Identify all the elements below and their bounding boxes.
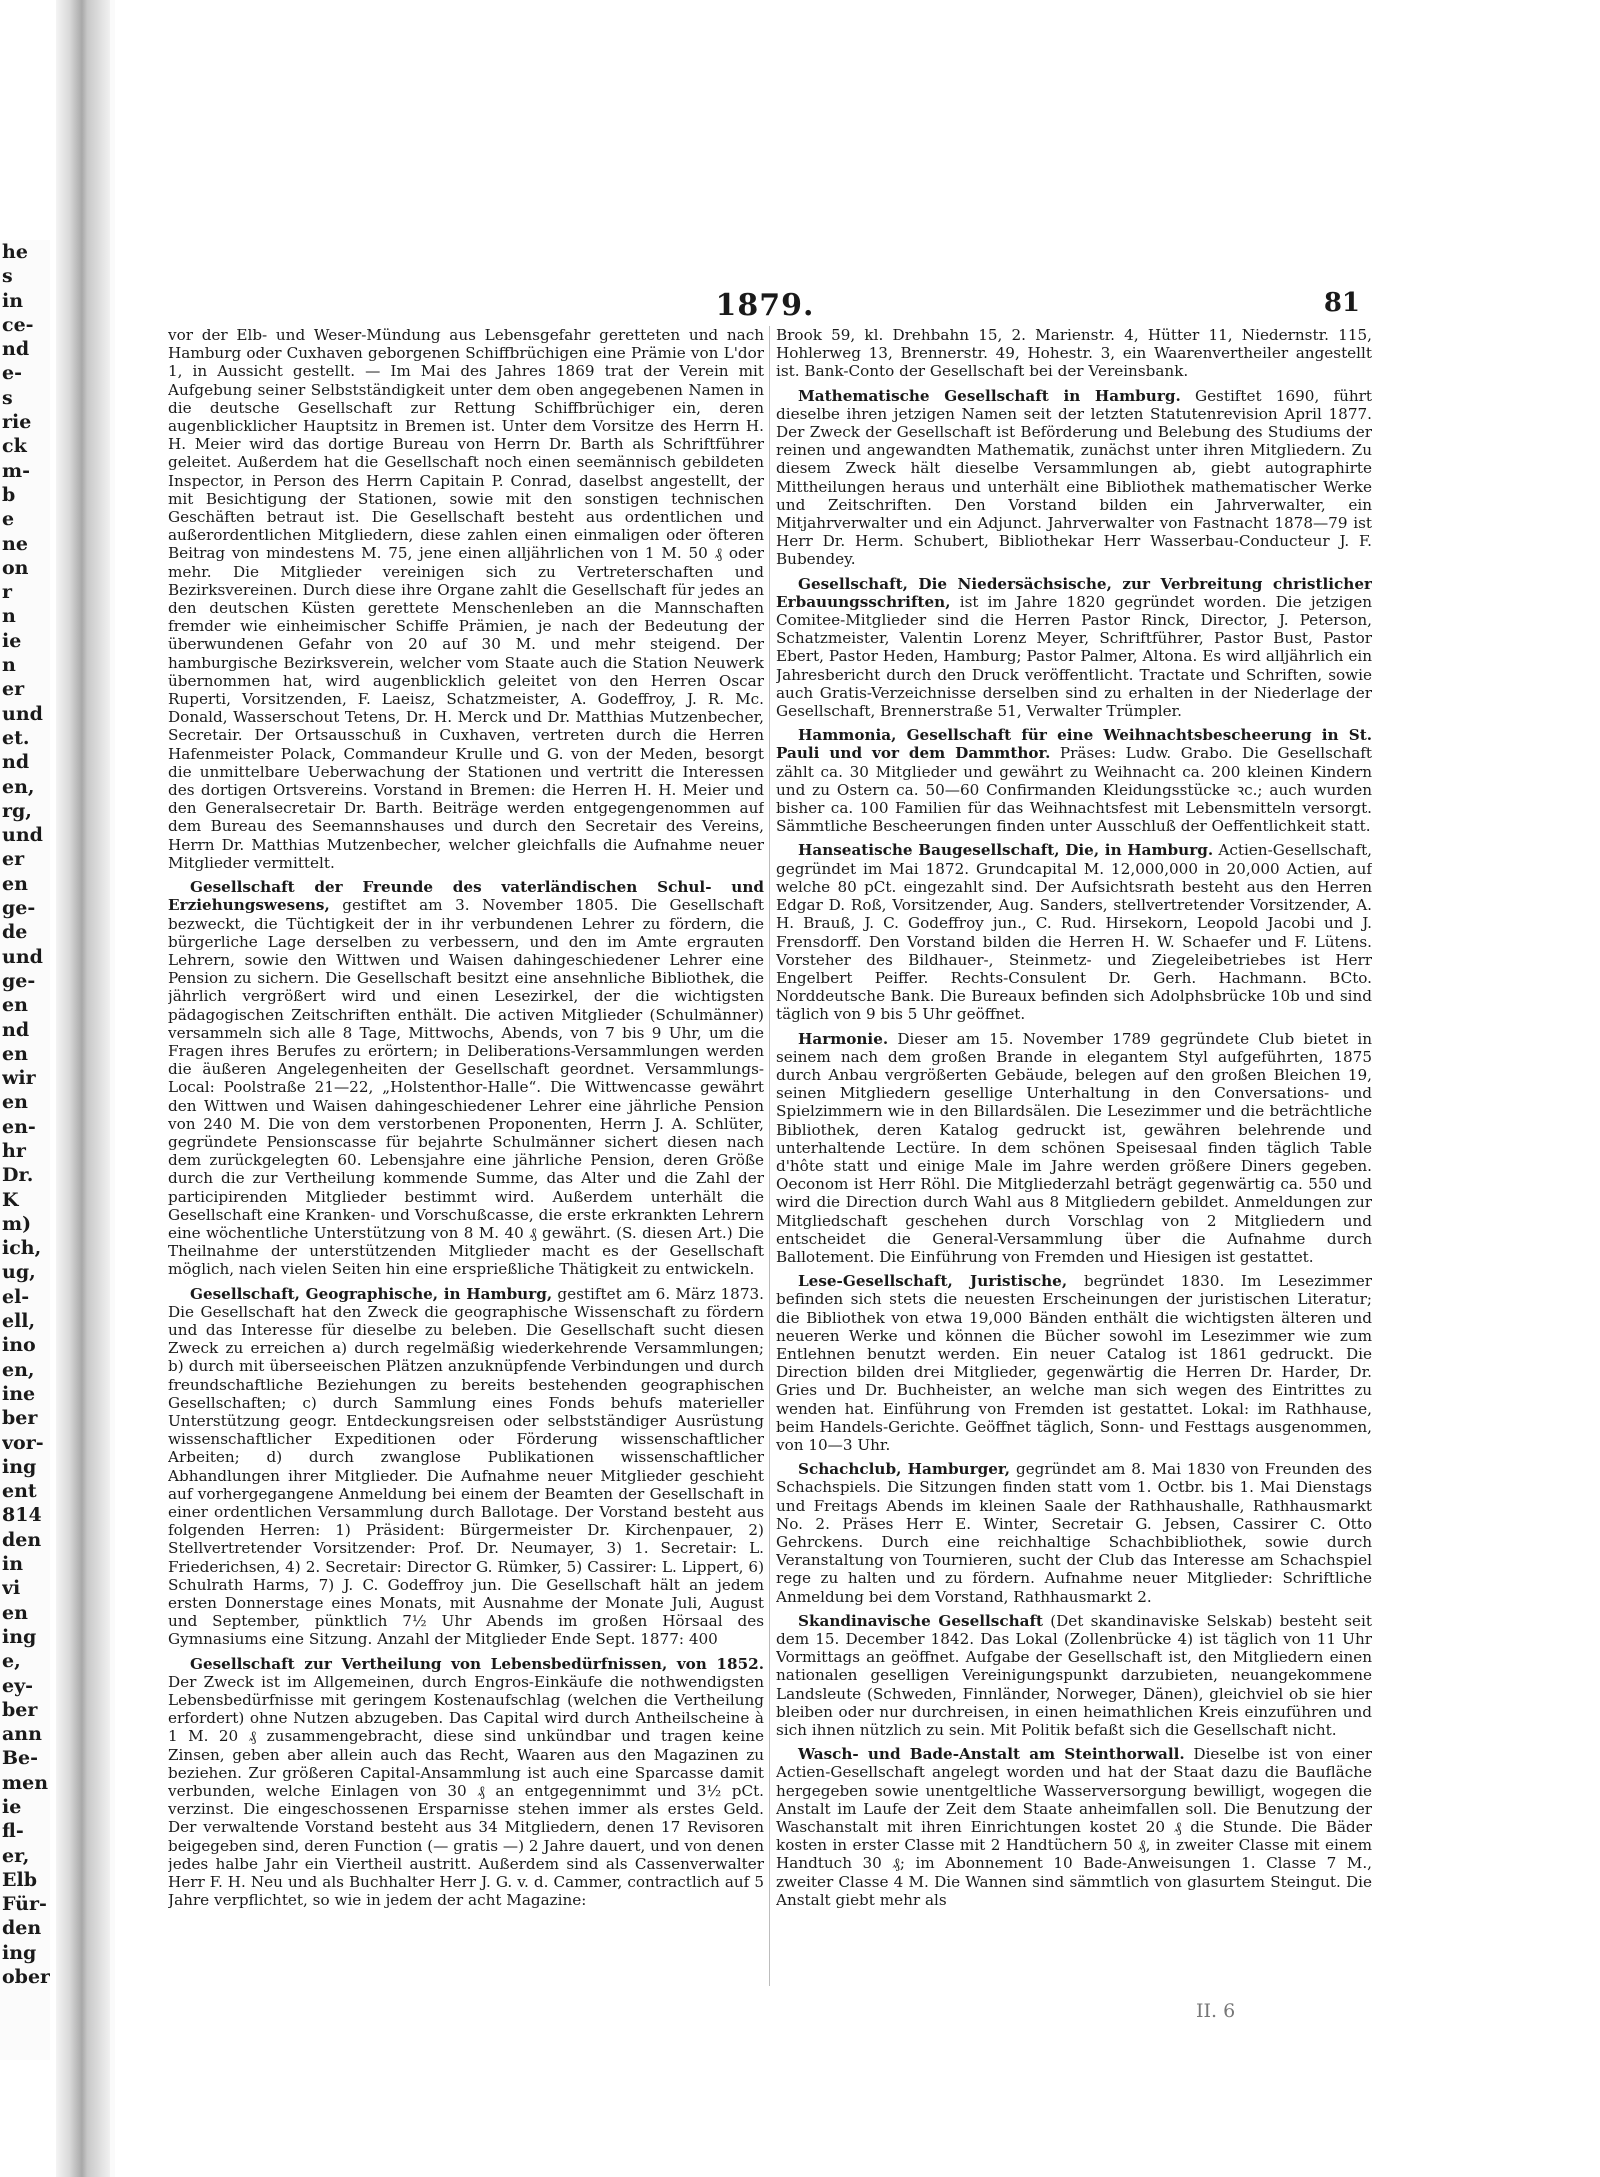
fragment-line: Elb (2, 1868, 37, 1891)
fragment-line: rie (2, 411, 32, 434)
entry-text: gestiftet am 3. November 1805. Die Gesellschaft bezweckt, die Tüchtigkeit der in ihr verbundenen Lehrer zu fördern, die bürgerliche Lage derselben zu verbessern, und den im Amte ergrauten Lehrern, sowie den Wittwen und Waisen dahingeschiedener Lehrer eine Pension zu sichern. Die Gesellschaft besitzt eine ansehnliche Bibliothek, die jährlich vergrößert wird und einen Lesezirkel, der die wichtigsten pädagogischen Zeitschriften enthält. Die activen Mitglieder (Schulmänner) versammeln sich alle 8 Tage, Mittwochs, Abends, von 7 bis 9 Uhr, um die Fragen ihres Berufes zu erörtern; in Deliberations-Versammlungen werden die äußeren Angelegenheiten der Gesellschaft geordnet. Versammlungs-Local: Poolstraße 21—22, „Holstenthor-Halle“. Die Wittwencasse gewährt den Wittwen und Waisen dahingeschiedener Lehrer eine jährliche Pension von 240 M. Die von dem verstorbenen Proponenten, Herrn J. A. Schlüter, gegründete Pensionscasse für bejahrte Schulmänner sichert diesen nach dem zurückgelegten 60. Lebensjahre eine jährliche Pension, deren Größe durch die zur Vertheilung kommende Summe, das Alter und die Zahl der participirenden Mitglieder bestimmt wird. Außerdem unterhält die Gesellschaft eine Kranken- und Vorschußcasse, die erste erkrankten Lehrern eine wöchentliche Unterstützung von 8 M. 40 ₰ gewährt. (S. diesen Art.) Die Theilnahme der unterstützenden Mitglieder macht es der Gesellschaft möglich, nach vielen Seiten hin eine ersprießliche Thätigkeit zu entwickeln. (168, 896, 764, 1279)
fragment-line: en- (2, 1115, 36, 1138)
page-edge (110, 0, 115, 2177)
directory-entry (776, 1745, 1372, 1909)
fragment-line: men (2, 1771, 49, 1794)
entry-heading: Skandinavische Gesellschaft (798, 1611, 1044, 1630)
directory-entry (776, 387, 1372, 569)
fragment-line: e, (2, 1650, 21, 1673)
fragment-line: en (2, 872, 28, 895)
entry-heading: Lese-Gesellschaft, Juristische, (798, 1272, 1068, 1291)
entry-heading: Mathematische Gesellschaft in Hamburg. (798, 386, 1181, 405)
fragment-line: nd (2, 1018, 30, 1041)
fragment-line: el- (2, 1285, 30, 1308)
fragment-line: Dr. (2, 1164, 34, 1187)
column-divider (769, 326, 770, 1986)
right-column (776, 326, 1372, 1998)
fragment-line: ent (2, 1480, 37, 1503)
fragment-line: er (2, 678, 25, 701)
left-column (168, 326, 764, 1998)
fragment-line: und (2, 824, 43, 847)
fragment-line: r (2, 581, 13, 604)
entry-heading: Hanseatische Baugesellschaft, Die, in Hamburg. (798, 841, 1214, 860)
fragment-line: he (2, 241, 28, 263)
fragment-line: nd (2, 338, 30, 361)
entry-text: Brook 59, kl. Drehbahn 15, 2. Marienstr. 4, Hütter 11, Niedernstr. 115, Hohlerweg 13, Brennerstr. 49, Hohestr. 3, ein Waarenvertheiler angestellt ist. Bank-Conto der Gesellschaft bei der Vereinsbank. (776, 326, 1372, 381)
page-number: 81 (1323, 288, 1360, 318)
fragment-line: en (2, 1091, 28, 1114)
entry-text: gestiftet am 6. März 1873. Die Gesellschaft hat den Zweck die geographische Wissenschaft zu fördern und das Interesse für dieselbe zu beleben. Die Gesellschaft sucht diesen Zweck zu erreichen a) durch regelmäßig wiederkehrende Versammlungen; b) durch mit überseeischen Plätzen anzuknüpfende Verbindungen und durch freundschaftliche Beziehungen zu bereits bestehenden geographischen Gesellschaften; c) durch Sammlung eines Fonds behufs materieller Unterstützung geogr. Entdeckungsreisen oder selbstständiger Ausrüstung wissenschaftlicher Expeditionen oder Förderung wissenschaftlicher Arbeiten; d) durch zwanglose Publikationen wissenschaftlicher Abhandlungen ihrer Mitglieder. Die Aufnahme neuer Mitglieder geschieht auf vorhergegangene Anmeldung bei einem der Beamten der Gesellschaft in einer ordentlichen Versammlung durch Ballotage. Der Vorstand besteht aus folgenden Herren: 1) Präsident: Bürgermeister Dr. Kirchenpauer, 2) Stellvertretender Vorsitzender: Prof. Dr. Neumayer, 3) 1. Secretair: L. Friederichsen, 4) 2. Secretair: Director G. Rümker, 5) Cassirer: L. Lippert, 6) Schulrath Harms, 7) J. C. Godeffroy jun. Die Gesellschaft hält an jedem ersten Donnerstage eines Monats, mit Ausnahme der Monate Juli, August und September, pünktlich 7½ Uhr Abends im großen Hörsaal des Gymnasiums eine Sitzung. Anzahl der Mitglieder Ende Sept. 1877: 400 (168, 1284, 764, 1649)
fragment-line: wir (2, 1067, 36, 1090)
fragment-line: ber (2, 1698, 38, 1721)
fragment-line: de (2, 921, 28, 944)
fragment-line: ell, (2, 1310, 36, 1333)
entry-text: Der Zweck ist im Allgemeinen, durch Engros-Einkäufe die nothwendigsten Lebensbedürfnisse mit geringem Kostenaufschlag (welchen die Vertheilung erfordert) ohne Nutzen abzugeben. Das Capital wird durch Antheilscheine à 1 M. 20 ₰ zusammengebracht, diese sind unkündbar und tragen keine Zinsen, geben aber allein auch das Recht, Waaren aus den Magazinen zu beziehen. Zur größeren Capital-Ansammlung ist auch eine Sparcasse damit verbunden, welche Einlagen von 30 ₰ an entgegennimmt und 3½ pCt. verzinst. Die eingeschossenen Ersparnisse stehen immer als erstes Geld. Der verwaltende Vorstand besteht aus 34 Mitgliedern, denen 17 Revisoren beigegeben sind, deren Function (— gratis —) 2 Jahre dauert, und von denen jedes halbe Jahr ein Viertheil austritt. Außerdem sind als Cassenverwalter Herr F. H. Neu und als Buchhalter Herr J. G. v. d. Cammer, contractlich auf 5 Jahre verpflichtet, so wie in jedem der acht Magazine: (168, 1672, 764, 1910)
fragment-line: den (2, 1917, 42, 1940)
fragment-line: 814 (2, 1504, 42, 1527)
fragment-line: rg, (2, 799, 32, 822)
entry-heading: Harmonie. (798, 1029, 889, 1048)
fragment-line: ey- (2, 1674, 34, 1697)
fragment-line: ie (2, 1796, 22, 1818)
fragment-line: und (2, 945, 43, 968)
fragment-line: Für- (2, 1893, 47, 1916)
entry-text: (Det skandinaviske Selskab) besteht seit dem 15. December 1842. Das Lokal (Zollenbrücke 4) ist täglich von 11 Uhr Vormittags an geöffnet. Aufgabe der Gesellschaft ist, den Mitgliedern einen nationalen geselligen Vereinigungspunkt darzubieten, neuangekommene Landsleute (Schweden, Finnländer, Norweger, Dänen), gleichviel ob sie hier bleiben oder nur durchreisen, in einen heimathlichen Kreis einzuführen und sich ihnen nützlich zu sein. Mit Politik befaßt sich die Gesellschaft nicht. (776, 1611, 1372, 1740)
entry-text: begründet 1830. Im Lesezimmer befinden sich stets die neuesten Erscheinungen der juristischen Literatur; die Bibliothek von etwa 19,000 Bänden enthält die wichtigsten älteren und neueren Werke und können die Bücher sowohl im Lesezimmer wie zum Entlehnen benutzt werden. Ein neuer Catalog ist 1861 gedruckt. Die Direction bilden drei Mitglieder, gegenwärtig die Herren Dr. Harder, Dr. Gries und Dr. Buchheister, an welche man sich wegen des Eintrittes zu wenden hat. Einführung von Fremden ist gestattet. Lokal: im Rathhause, beim Handels-Gerichte. Geöffnet täglich, Sonn- und Festtags ausgenommen, von 10—3 Uhr. (776, 1272, 1372, 1454)
fragment-line: er, (2, 1844, 30, 1867)
fragment-line: ge- (2, 969, 36, 992)
entry-text: Dieselbe ist von einer Actien-Gesellschaft angelegt worden und hat der Staat dazu die Baufläche hergegeben sowie unentgeltliche Wasserversorgung bewilligt, wogegen die Anstalt im Laufe der Zeit dem Staate anheimfallen soll. Die Benutzung der Waschanstalt mit ihren Einrichtungen kostet 20 ₰ die Stunde. Die Bäder kosten in erster Classe mit 2 Handtüchern 50 ₰, in zweiter Classe mit einem Handtuch 30 ₰; im Abonnement 10 Bade-Anweisungen 1. Classe 7 M., zweiter Classe 4 M. Die Wannen sind sämmtlich von glasurtem Steingut. Die Anstalt giebt mehr als (776, 1745, 1372, 1909)
fragment-line: ann (2, 1723, 42, 1746)
fragment-line: den (2, 1528, 42, 1551)
fragment-line: vor- (2, 1431, 44, 1454)
fragment-line: en (2, 1601, 28, 1624)
fragment-lines (0, 240, 50, 1989)
fragment-line: K (2, 1188, 19, 1211)
entry-text: Gestiftet 1690, führt dieselbe ihren jetzigen Namen seit der letzten Statutenrevision April 1877. Der Zweck der Gesellschaft ist Beförderung und Belebung des Studiums der reinen und angewandten Mathematik, zunächst unter ihren Mitgliedern. Zu diesem Zweck hält dieselbe Versammlungen ab, giebt autographirte Mittheilungen heraus und unterhält eine Bibliothek mathematischer Werke und Zeitschriften. Den Vorstand bilden ein Jahrverwalter, ein Mitjahrverwalter und ein Adjunct. Jahrverwalter von Fastnacht 1878—79 ist Herr Dr. Herm. Schubert, Bibliothekar Herr Wasserbau-Conducteur J. F. Bubendey. (776, 386, 1372, 569)
fragment-line: ne (2, 532, 28, 555)
fragment-line: ine (2, 1382, 36, 1405)
fragment-line: ck (2, 435, 27, 458)
fragment-line: b (2, 483, 16, 506)
directory-entry (776, 726, 1372, 835)
fragment-line: en, (2, 775, 35, 798)
fragment-line: ce- (2, 313, 34, 336)
entry-text: ist im Jahre 1820 gegründet worden. Die jetzigen Comitee-Mitglieder sind die Herren Pastor Rinck, Director, J. Peterson, Schatzmeister, Valentin Lorenz Meyer, Schriftführer, Pastor Bust, Pastor Ebert, Pastor Heden, Hamburg; Pastor Palmer, Altona. Es wird alljährlich ein Jahresbericht durch den Druck veröffentlicht. Tractate und Schriften, sowie auch Gratis-Verzeichnisse derselben sind zu erhalten in der Niederlage der Gesellschaft, Brennerstraße 51, Verwalter Trümpler. (776, 592, 1372, 721)
entry-text: Präses: Ludw. Grabo. Die Gesellschaft zählt ca. 30 Mitglieder und gewährt zu Weihnacht ca. 200 kleinen Kindern und zu Ostern ca. 50—60 Confirmanden Kleidungsstücke ꝛc.; auch wurden bisher ca. 100 Familien für das Weihnachtsfest mit Lebensmitteln versorgt. Sämmtliche Bescheerungen finden unter Ausschluß der Oeffentlichkeit statt. (776, 744, 1372, 836)
directory-entry (168, 326, 764, 872)
fragment-line: Be- (2, 1747, 39, 1770)
entry-text: Actien-Gesellschaft, gegründet im Mai 1872. Grundcapital M. 12,000,000 in 20,000 Actien, auf welche 80 pCt. eingezahlt sind. Der Aufsichtsrath besteht aus den Herren Edgar D. Roß, Vorsitzender, Aug. Sanders, stellvertretender Vorsitzender, A. H. Brauß, J. C. Godeffroy jun., C. Rud. Hirsekorn, Leopold Jacobi und J. Frensdorff. Den Vorstand bilden die Herren H. W. Schaefer und F. Lütens. Vorsteher des Bildhauer-, Steinmetz- und Ziegeleibetriebes ist Herr Engelbert Peiffer. Rechts-Consulent Dr. Gerh. Hachmann. BCto. Norddeutsche Bank. Die Bureaux befinden sich Adolphsbrücke 10b und sind täglich von 9 bis 5 Uhr geöffnet. (776, 841, 1372, 1024)
fragment-line: ich, (2, 1237, 42, 1260)
directory-entry (776, 575, 1372, 721)
fragment-line: en, (2, 1358, 35, 1381)
entry-text: gegründet am 8. Mai 1830 von Freunden des Schachspiels. Die Sitzungen finden statt vom 1. Octbr. bis 1. Mai Dienstags und Freitags Abends im kleinen Saale der Rathhaushalle, Rathhausmarkt No. 2. Präses Herr E. Winter, Secretair G. Jebsen, Cassirer C. Otto Gehrckens. Durch eine reichhaltige Schachbibliothek, sowie durch Veranstaltung von Tournieren, sucht der Club das Interesse am Schachspiel rege zu halten und zu fördern. Aufnahme neuer Mitglieder: Schriftliche Anmeldung bei dem Vorstand, Rathhausmarkt 2. (776, 1460, 1372, 1606)
fragment-line: s (2, 265, 13, 288)
fragment-line: in (2, 1553, 24, 1576)
fragment-line: hr (2, 1139, 26, 1162)
entry-heading: Gesellschaft, Geographische, in Hamburg, (190, 1284, 553, 1303)
fragment-line: on (2, 556, 29, 579)
fragment-line: n (2, 654, 16, 677)
directory-entry (776, 1272, 1372, 1454)
fragment-line: m) (2, 1212, 32, 1235)
fragment-line: e (2, 508, 15, 531)
fragment-line: en (2, 1042, 28, 1065)
directory-entry (168, 1655, 764, 1910)
fragment-line: und (2, 702, 43, 725)
directory-entry (776, 1030, 1372, 1267)
directory-entry (776, 326, 1372, 381)
directory-entry (168, 1285, 764, 1649)
directory-entry (776, 1460, 1372, 1606)
fragment-line: vi (2, 1577, 21, 1600)
fragment-line: ug, (2, 1261, 36, 1284)
fragment-line: en (2, 994, 28, 1017)
entry-heading: Gesellschaft zur Vertheilung von Lebensbedürfnissen, von 1852. (190, 1654, 764, 1673)
fragment-line: n (2, 605, 16, 628)
directory-entry (776, 1612, 1372, 1739)
entry-heading: Gesellschaft der Freunde des vaterländischen Schul- und Erziehungswesens, (168, 878, 764, 915)
fragment-line: ing (2, 1941, 37, 1964)
previous-page-fragment (0, 240, 50, 2060)
fragment-line: e- (2, 362, 22, 385)
fragment-line: in (2, 289, 24, 312)
entry-heading: Wasch- und Bade-Anstalt am Steinthorwall. (798, 1745, 1185, 1764)
entry-heading: Schachclub, Hamburger, (798, 1460, 1011, 1479)
entry-text: vor der Elb- und Weser-Mündung aus Lebensgefahr geretteten und nach Hamburg oder Cuxhaven geborgenen Schiffbrüchigen eine Prämie von L'dor 1, in Aussicht gestellt. — Im Mai des Jahres 1869 trat der Verein mit Aufgebung seiner Selbstständigkeit unter dem oben angegebenen Namen in die deutsche Gesellschaft zur Rettung Schiffbrüchiger ein, deren augenblicklicher Hauptsitz in Bremen ist. Unter dem Vorsitze des Herrn H. H. Meier wird das dortige Bureau von Herrn Dr. Barth als Schriftführer geleitet. Außerdem hat die Gesellschaft noch einen seemännisch gebildeten Inspector, in Person des Herrn Capitain P. Conrad, daselbst angestellt, der mit Besichtigung der Stationen, sowie mit den sonstigen technischen Geschäften betraut ist. Die Gesellschaft besteht aus ordentlichen und außerordentlichen Mitgliedern, diese zahlen einen einmaligen oder öfteren Beitrag von mindestens M. 75, jene einen alljährlichen von 1 M. 50 ₰ oder mehr. Die Mitglieder vereinigen sich zu Vertreterschaften und Bezirksvereinen. Durch diese ihre Organe zahlt die Gesellschaft für jedes an den deutschen Küsten gerettete Menschenleben an die Mannschaften fremder wie einheimischer Schiffe Prämien, je nach der Bedeutung der überwundenen Gefahr von 20 auf 30 M. und mehr steigend. Der hamburgische Bezirksverein, welcher vom Staate auch die Station Neuwerk übernommen hat, wird augenblicklich geleitet von den Herren Oscar Ruperti, Vorsitzenden, F. Laeisz, Schatzmeister, A. Godeffroy, J. R. Mc. Donald, Wasserschout Tetens, Dr. H. Merck und Dr. Matthias Mutzenbecher, Secretair. Der Ortsausschuß in Cuxhaven, vertreten durch die Herren Hafenmeister Polack, Commandeur Krulle und G. von der Meden, besorgt die unmittelbare Ueberwachung der Stationen und vertritt die Interessen des dortigen Ortsvereins. Vorstand in Bremen: die Herren H. H. Meier und den Generalsecretair Dr. Barth. Beiträge werden entgegengenommen auf dem Bureau des Seemannshauses und durch den Secretair des Vereins, Herrn Dr. Matthias Mutzenbecher, welcher gleichfalls die Aufnahme neuer Mitglieder vermittelt. (168, 326, 764, 872)
fragment-line: nd (2, 751, 30, 774)
fragment-line: ber (2, 1407, 38, 1430)
fragment-line: s (2, 386, 13, 409)
fragment-line: ing (2, 1625, 37, 1648)
fragment-line: er (2, 848, 25, 871)
page-header (170, 288, 1360, 328)
fragment-line: et. (2, 726, 30, 749)
running-head-year: 1879. (715, 288, 815, 323)
entry-heading: Hammonia, Gesellschaft für eine Weihnachtsbescheerung in St. Pauli und vor dem Dammthor. (776, 726, 1372, 763)
directory-entry (168, 878, 764, 1278)
entry-heading: Gesellschaft, Die Niedersächsische, zur Verbreitung christlicher Erbauungsschriften, (776, 574, 1372, 611)
printer-signature-mark: II. 6 (1196, 2000, 1236, 2022)
binding-fold-shadow (56, 0, 110, 2177)
fragment-line: ino (2, 1334, 36, 1357)
fragment-line: ing (2, 1455, 37, 1478)
fragment-line: fl- (2, 1820, 24, 1843)
fragment-line: ie (2, 629, 22, 652)
fragment-line: m- (2, 459, 30, 482)
directory-entry (776, 841, 1372, 1023)
entry-text: Dieser am 15. November 1789 gegründete Club bietet in seinem nach dem großen Brande in elegantem Styl aufgeführten, 1875 durch Anbau vergrößerten Gebäude, belegen auf den großen Bleichen 19, seinen Mitgliedern gesellige Unterhaltung in den Conversations- und Spielzimmern wie in den Billardsälen. Die Lesezimmer und die beträchtliche Bibliothek, deren Katalog gedruckt ist, gewähren belehrende und unterhaltende Lectüre. In dem schönen Speisesaal finden täglich Table d'hôte statt und einige Male im Jahre werden größere Diners gegeben. Oeconom ist Herr Röhl. Die Mitgliederzahl beträgt gegenwärtig ca. 550 und wird die Direction durch Wahl aus 8 Mitgliedern gebildet. Anmeldungen zur Mitgliedschaft geschehen durch Vorschlag von 2 Mitgliedern und entscheidet die General-Versammlung über die Aufnahme durch Ballotement. Die Einführung von Fremden und Hiesigen ist gestattet. (776, 1029, 1372, 1266)
fragment-line: ge- (2, 897, 36, 920)
fragment-line: ober (2, 1966, 50, 1989)
